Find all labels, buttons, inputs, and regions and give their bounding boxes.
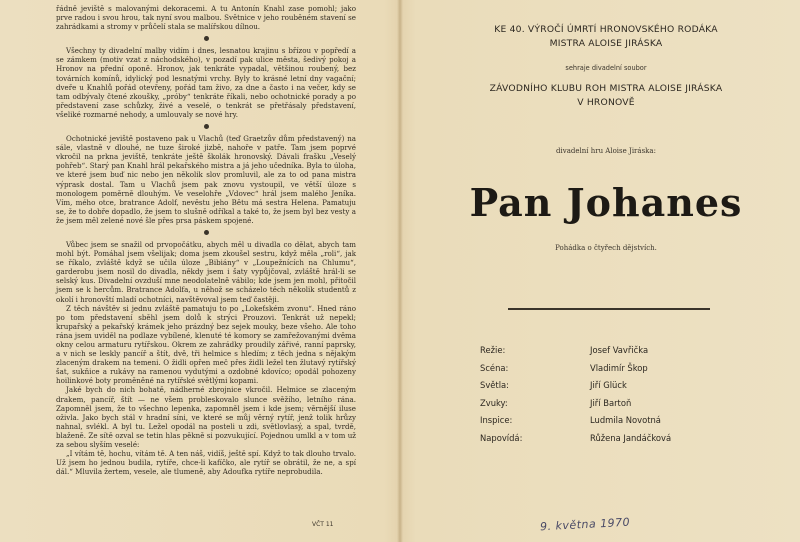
- credit-name: Vladimír Škop: [590, 362, 648, 373]
- heading-line-1: KE 40. VÝROČÍ ÚMRTÍ HRONOVSKÉHO RODÁKA: [494, 24, 718, 35]
- play-genre: Pohádka o čtyřech dějstvích.: [555, 244, 657, 252]
- credit-row: [480, 363, 780, 381]
- club-heading: [412, 82, 800, 110]
- credit-name: Jiří Glück: [590, 380, 627, 390]
- credit-name: Josef Vavřička: [590, 345, 649, 355]
- handwritten-date: 9. května 1970: [539, 515, 631, 534]
- credit-name: Růžena Jandáčková: [590, 432, 672, 443]
- credit-role: Režie:: [480, 345, 506, 355]
- paragraph: řádně jeviště s malovanými dekoracemi. A tu Antonín Knahl zase pomohl; jako prve radou i svou hrou, tak nyní svou malbou. Světnice v jeho rouběném stavení se zahrádkami a stromy v průčelí stala se malířskou dílnou.: [56, 4, 356, 32]
- credit-name: Jiří Bartoň: [590, 397, 632, 408]
- credit-role: Inspice:: [480, 415, 513, 425]
- play-title: Pan Johanes: [469, 180, 743, 225]
- paragraph: Ochotnické jeviště postaveno pak u Vlachů (teď Graetzův dům představený) na sále, vlastně v dlouhé, ne tuze široké jizbě, nahoře v patře. Tam jsem poprvé vkročil na prkna jeviště, tenkráte ještě školák hronovský. Dávali frašku „Veselý pohřeb“. Starý pan Knahl hrál pekařského mistra a já jeho učedníka. Byla to úloha, ve které jsem buď nic nebo jen několik slov promluvil, ale za to od pana mistra výprask dostal. Tam u Vlachů jsem pak znovu vystoupil, ve větší úloze s monologem poměrně dlouhým. Ve veselohře „Vdovec“ hrál jsem malého Jeníka. Vím, mého otce, bratrance Adolf, nevěstu jeho Bětu má sestra Helena. Pamatuju se, že to dobře dopadlo, že jsem to slušně odříkal a také to, že jsem byl bez vesty a že jsem měl zelené nové šle přes prsa páskem spojené.: [56, 134, 356, 225]
- page-number: VČT 11: [312, 521, 334, 528]
- credit-row: [480, 345, 780, 363]
- right-page: [412, 0, 800, 542]
- paragraph: Vůbec jsem se snažil od prvopočátku, abych měl u divadla co dělat, abych tam mohl být. Pomáhal jsem všelijak; doma jsem zkoušel sestru, když měla „roli“, jak se říkalo, zvláště když se učila úloze „Bibiány“ v „Loupežnících na Chlumu“, garderobu jsem nosil do divadla, někdy jsem i šaty vypůjčoval, zvláště hrál-li se selský kus. Divadelní ovzduší mne neodolatelně vábilo; kde jsem jen mohl, přitočil jsem se k hercům. Bratrance Adolfa, u něhož se scházelo těch několik studentů z okolí i hronovští mladí ochotníci, navštěvoval jsem teď častěji.: [56, 239, 356, 304]
- anniversary-heading: [412, 23, 800, 51]
- paragraph: „I vítám tě, hochu, vítám tě. A ten náš, vidíš, ještě spí. Když to tak dlouho trvalo. Už jsem ho jednou budila, rytíře, chce-li kafíčko, ale rytíř se obrátil, že ne, a spí dál.“ Mluvila žertem, vesele, ale tlumeně, aby Adoufka rytíře neprobudila.: [56, 449, 356, 477]
- credit-role: Světla:: [480, 380, 509, 390]
- play-intro: divadelní hru Aloise Jiráska:: [556, 147, 656, 155]
- paragraph: Jaké bych do nich bohatě, nádherné zbrojnice vkročil. Helmice se zlaceným drakem, pancíř, štít — ne všem probleskovalo slunce svěžího, letního rána. Zapomněl jsem, že to všechno lepenka, zapomněl jsem i kde jsem; věrnější iluse oživla. Jako bych stál v hradní síni, ve které se můj věrný rytíř, jenž tolik hrůzy nahnal, svlékl. A byl tu. Ležel opodál na posteli u zdi, světlovlasý, a spal, tvrdě, blaženě. Ze sítě ozval se tetin hlas pěkně si pozvukující. Pojednou umlkl a v tom už za sebou slyším veselé:: [56, 385, 356, 450]
- divider-rule: [508, 308, 710, 310]
- subheading: sehraje divadelní soubor: [565, 64, 647, 72]
- credit-row: [480, 433, 780, 451]
- credit-row: [480, 415, 780, 433]
- club-line-1: ZÁVODNÍHO KLUBU ROH MISTRA ALOISE JIRÁSKA: [489, 83, 723, 94]
- text-block-2: [56, 46, 356, 119]
- credit-row: [480, 398, 780, 416]
- text-block-1: [56, 4, 356, 31]
- credit-role: Napovídá:: [480, 432, 523, 443]
- paragraph: Všechny ty divadelní malby vidím i dnes, lesnatou krajinu s břízou v popředí a se zámkem (motiv vzat z náchodského), v pozadí pak ulice města, šedivý pokoj a Hronov na přední oponě. Hronov, jak tenkráte vypadal, většinou roubený, bez továrních komínů, idylický pod lesnatými vrchy. Byly to krásné letní dny vagační; dveře u Knahlů pořád otevřeny, pořád tam živo, za dne a často i na večer, kdy se tam odbývaly čtené zkoušky, „próby“ tenkráte říkali, nebo ochotnické porady a po představení zase schůzky, živé a veselé, o tenkrát se přetřásaly představení, všeliké rozmarné nehody, a umlouvaly se nové hry.: [56, 46, 356, 119]
- credits-list: [480, 345, 780, 450]
- text-block-3: [56, 134, 356, 225]
- heading-line-2: MISTRA ALOISE JIRÁSKA: [549, 38, 663, 49]
- text-block-4: [56, 240, 356, 476]
- credit-role: Scéna:: [480, 362, 509, 373]
- credit-name: Ludmila Novotná: [590, 415, 661, 425]
- page-fold: [397, 0, 403, 542]
- credit-role: Zvuky:: [480, 397, 508, 408]
- club-line-2: V HRONOVĚ: [577, 97, 635, 108]
- left-page-text: [56, 4, 356, 536]
- paragraph: Z těch návštěv si jednu zvláště pamatuju to po „Lokeťském zvonu“. Hned ráno po tom představení sběhl jsem dolů k strýci Prouzovi. Tenkrát už nepekl; krupařský a pekařský krámek jeho prázdný bez sejek mouky, beze všeho. Ale toho rána jsem uviděl na podlaze vybílené, klenuté té komory se zamřežovanými dvěma okny celou armaturu rytířskou. Okrem ze zahrádky proudily zářivé, ranní paprsky, a v nich se leskly pancíř a štít, dvě, tři helmice s hledím; z těch jedna s nějakým zlaceným drakem na temeni. O židli opřen meč přes židli ležel ten žlutavý rytířský šat, sukňice a rukávy na ramenou vydutými a ozdobné kdovíco; opodál pohozeny hoilinkové boty proměněné na rytířské světlými kopami.: [56, 303, 356, 386]
- credit-row: [480, 380, 780, 398]
- bullet-divider: [204, 230, 209, 235]
- bullet-divider: [204, 124, 209, 129]
- bullet-divider: [204, 36, 209, 41]
